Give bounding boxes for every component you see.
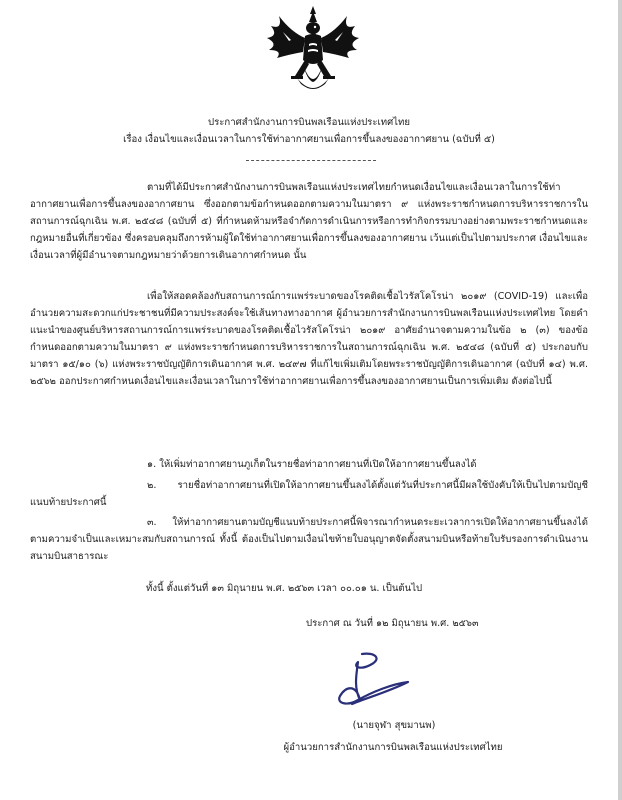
signature-icon: [300, 642, 430, 722]
announcement-title: ประกาศสำนักงานการบินพลเรือนแห่งประเทศไทย: [208, 117, 410, 128]
list-item-1: ๑. ให้เพิ่มท่าอากาศยานภูเก็ตในรายชื่อท่าอากาศยานที่เปิดให้อากาศยานขึ้นลงได้: [147, 459, 477, 470]
issue-date: ประกาศ ณ วันที่ ๑๒ มิถุนายน พ.ศ. ๒๕๖๓: [306, 618, 479, 629]
announcement-subject: เรื่อง เงื่อนไขและเงื่อนเวลาในการใช้ท่าอากาศยานเพื่อการขึ้นลงของอากาศยาน (ฉบับที่ ๕): [123, 134, 495, 145]
signer-title: ผู้อำนวยการสำนักงานการบินพลเรือนแห่งประเทศไทย: [283, 742, 503, 753]
effective-date: ทั้งนี้ ตั้งแต่วันที่ ๑๓ มิถุนายน พ.ศ. ๒๕๖๓ เวลา ๐๐.๐๑ น. เป็นต้นไป: [146, 583, 423, 594]
paragraph-background: ตามที่ได้มีประกาศสำนักงานการบินพลเรือนแห่งประเทศไทยกำหนดเงื่อนไขและเงื่อนเวลาในการใช้ท่าอากาศยานเพื่อการขึ้นลงของอากาศยาน ซึ่งออกตามข้อกำหนดออกตามความในมาตรา ๙ แห่งพระราชกำหนดการบริหารราชการในสถานการณ์ฉุกเฉิน พ.ศ. ๒๕๔๘ (ฉบับที่ ๕) ที่กำหนดห้ามหรือจำกัดการดำเนินการหรือการทำกิจกรรมบางอย่างตามพระราชกำหนดและกฎหมายอื่นที่เกี่ยวข้อง ซึ่งครอบคลุมถึงการห้ามผู้ใดใช้ท่าอากาศยานเพื่อการขึ้นลงของอากาศยาน เว้นแต่เป็นไปตามประกาศ เงื่อนไขและเงื่อนเวลาที่ผู้มีอำนาจตามกฎหมายว่าด้วยการเดินอากาศกำหนด นั้น: [30, 182, 588, 261]
list-item-3: ๓. ให้ท่าอากาศยานตามบัญชีแนบท้ายประกาศนี้พิจารณากำหนดระยะเวลาการเปิดให้อากาศยานขึ้นลงได้ตามความจำเป็นและเหมาะสมกับสถานการณ์ ทั้งนี้ ต้องเป็นไปตามเงื่อนไขท้ายใบอนุญาตจัดตั้งสนามบินหรือท้ายใบรับรองการดำเนินงานสนามบินสาธารณะ: [30, 517, 588, 562]
paragraph-authority: เพื่อให้สอดคล้องกับสถานการณ์การแพร่ระบาดของโรคติดเชื้อไวรัสโคโรน่า ๒๐๑๙ (COVID-19) และเพื่ออำนวยความสะดวกแก่ประชาชนที่มีความประสงค์จะใช้เส้นทางทางอากาศ ผู้อำนวยการสำนักงานการบินพลเรือนแห่งประเทศไทย โดยคำแนะนำของศูนย์บริหารสถานการณ์การแพร่ระบาดของโรคติดเชื้อไวรัสโคโรน่า ๒๐๑๙ อาศัยอำนาจตามความในข้อ ๒ (๓) ของข้อกำหนดออกตามความในมาตรา ๙ แห่งพระราชกำหนดการบริหารราชการในสถานการณ์ฉุกเฉิน พ.ศ. ๒๕๔๘ (ฉบับที่ ๕) ประกอบกับมาตรา ๑๕/๑๐ (๖) แห่งพระราชบัญญัติการเดินอากาศ พ.ศ. ๒๔๙๗ ที่แก้ไขเพิ่มเติมโดยพระราชบัญญัติการเดินอากาศ (ฉบับที่ ๑๔) พ.ศ. ๒๕๖๒ ออกประกาศกำหนดเงื่อนไขและเงื่อนเวลาในการใช้ท่าอากาศยานเพื่อการขึ้นลงของอากาศยานเป็นการเพิ่มเติม ดังต่อไปนี้: [30, 291, 588, 387]
garuda-emblem-icon: [261, 2, 365, 102]
signer-name: (นายจุฬา สุขมานพ): [352, 720, 436, 731]
list-item-2: ๒. รายชื่อท่าอากาศยานที่เปิดให้อากาศยานขึ้นลงได้ตั้งแต่วันที่ประกาศนี้มีผลใช้บังคับให้เป็นไปตามบัญชีแนบท้ายประกาศนี้: [30, 480, 588, 508]
divider: [246, 160, 376, 161]
